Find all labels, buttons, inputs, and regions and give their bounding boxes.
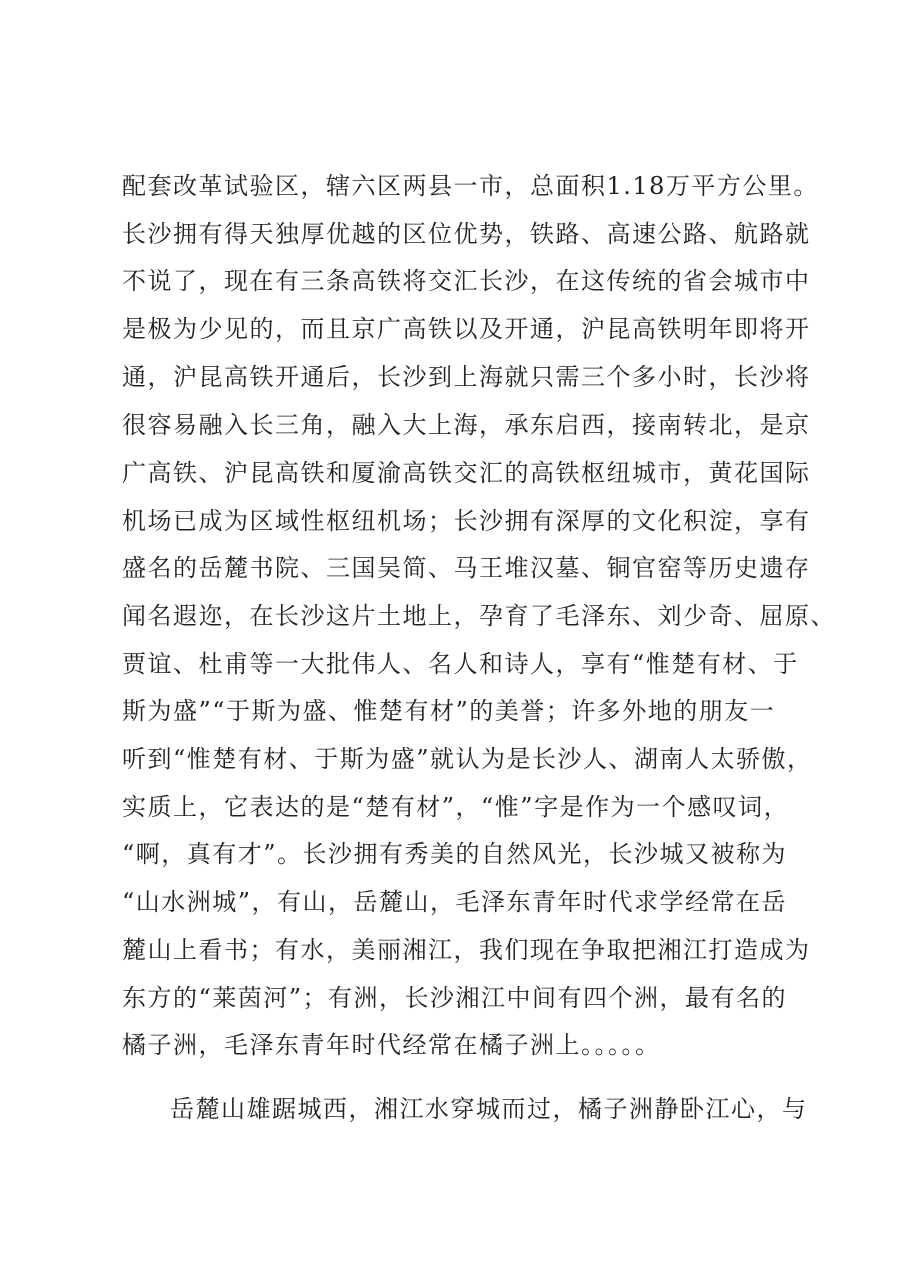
text-line: 橘子洲，毛泽东青年时代经常在橘子洲上。。。。。 [122, 1031, 661, 1059]
text-line: 长沙拥有得天独厚优越的区位优势，铁路、高速公路、航路就 [122, 220, 811, 248]
text-line: 岳麓山雄踞城西，湘江水穿城而过，橘子洲静卧江心，与 [170, 1095, 808, 1123]
text-line: 机场已成为区域性枢纽机场；长沙拥有深厚的文化积淀，享有 [122, 507, 811, 535]
text-line: 东方的“莱茵河”；有洲，长沙湘江中间有四个洲，最有名的 [122, 984, 788, 1012]
text-line: 闻名遐迩，在长沙这片土地上，孕育了毛泽东、刘少奇、屈原、 [122, 602, 836, 630]
text-line: 斯为盛”“于斯为盛、惟楚有材”的美誉；许多外地的朋友一 [122, 697, 776, 725]
text-line: 很容易融入长三角，融入大上海，承东启西，接南转北，是京 [122, 411, 811, 439]
text-line: 麓山上看书；有水，美丽湘江，我们现在争取把湘江打造成为 [122, 936, 811, 964]
text-line: “山水洲城”，有山，岳麓山，毛泽东青年时代求学经常在岳 [122, 888, 788, 916]
text-line: 不说了，现在有三条高铁将交汇长沙，在这传统的省会城市中 [122, 267, 811, 295]
text-line: 实质上，它表达的是“楚有材”，“惟”字是作为一个感叹词， [122, 793, 790, 821]
text-line: 盛名的岳麓书院、三国吴简、马王堆汉墓、铜官窑等历史遗存 [122, 554, 811, 582]
text-line: 听到“惟楚有材、于斯为盛”就认为是长沙人、湖南人太骄傲， [122, 745, 813, 773]
text-line: “啊，真有才”。长沙拥有秀美的自然风光，长沙城又被称为 [122, 840, 788, 868]
text-line: 贾谊、杜甫等一大批伟人、名人和诗人，享有“惟楚有材、于 [122, 650, 799, 678]
text-line: 配套改革试验区，辖六区两县一市，总面积1.18万平方公里。 [122, 172, 819, 200]
text-line: 通，沪昆高铁开通后，长沙到上海就只需三个多小时，长沙将 [122, 363, 811, 391]
text-line: 是极为少见的，而且京广高铁以及开通，沪昆高铁明年即将开 [122, 315, 811, 343]
text-line: 广高铁、沪昆高铁和厦渝高铁交汇的高铁枢纽城市，黄花国际 [122, 459, 811, 487]
